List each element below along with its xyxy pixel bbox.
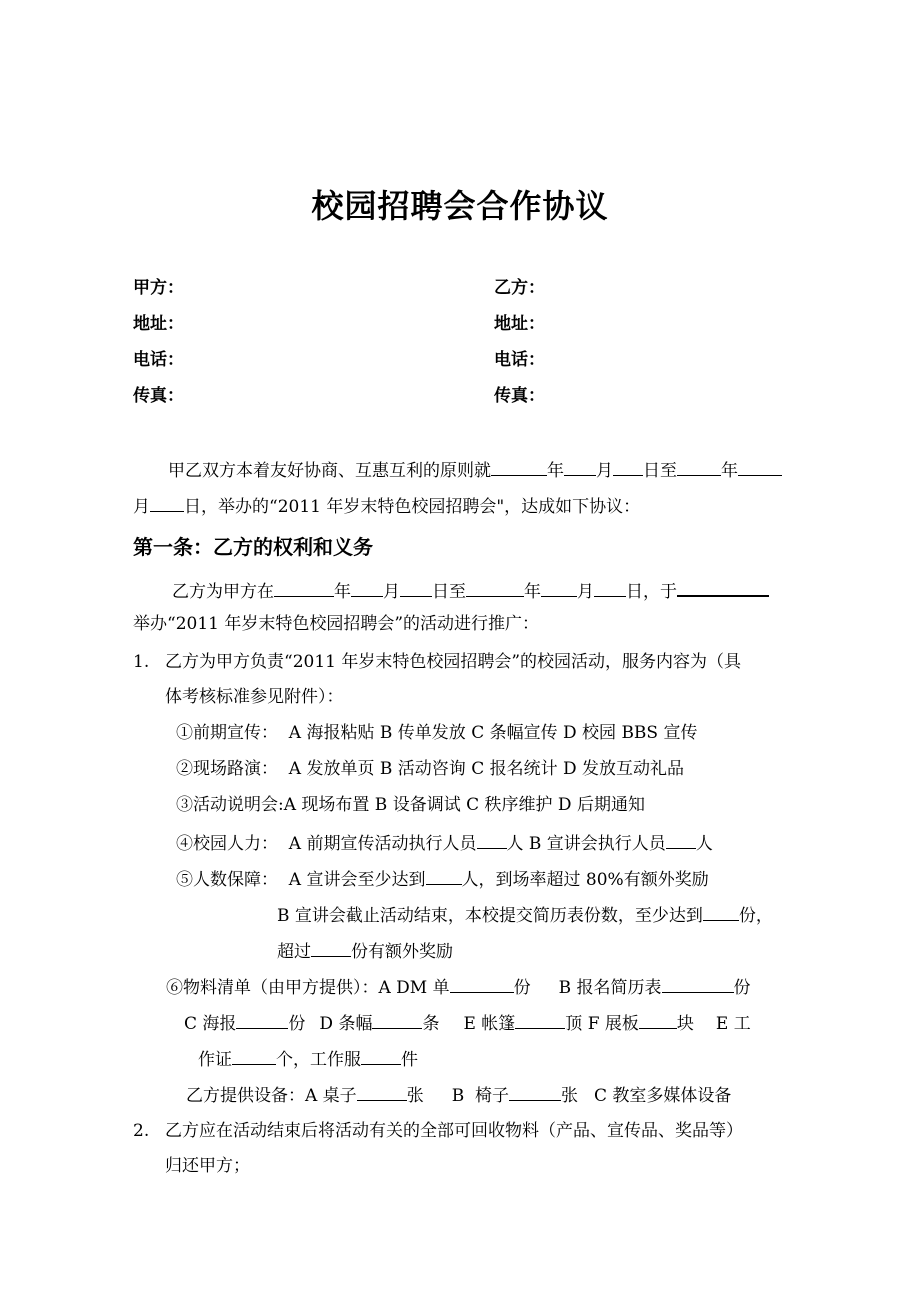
intro-line-2: 月 日，举办的“2011 年岁末特色校园招聘会"，达成如下协议：	[133, 497, 641, 517]
sub-item-6: ⑥物料清单（由甲方提供）：A DM 单 份 B 报名简历表 份	[166, 978, 751, 998]
sub-item-5-line-2: B 宣讲会截止活动结束，本校提交简历表份数，至少达到 份，	[277, 906, 773, 926]
item-2-number: 2.	[133, 1121, 150, 1141]
sub-item-2: ②现场路演： A 发放单页 B 活动咨询 C 报名统计 D 发放互动礼品	[176, 759, 685, 779]
party-a-phone-label: 电话：	[133, 350, 184, 370]
party-b-phone-label: 电话：	[494, 350, 545, 370]
sub-item-1: ①前期宣传： A 海报粘贴 B 传单发放 C 条幅宣传 D 校园 BBS 宣传	[176, 723, 698, 743]
equipment-line: 乙方提供设备：A 桌子 张 B 椅子 张 C 教室多媒体设备	[186, 1086, 732, 1106]
sub-item-3: ③活动说明会:A 现场布置 B 设备调试 C 秩序维护 D 后期通知	[176, 795, 645, 815]
item-2-line-1: 乙方应在活动结束后将活动有关的全部可回收物料（产品、宣传品、奖品等）	[165, 1121, 743, 1141]
item-2-line-2: 归还甲方；	[165, 1156, 250, 1176]
document-title: 校园招聘会合作协议	[311, 187, 609, 225]
sub-item-4: ④校园人力： A 前期宣传活动执行人员 人 B 宣讲会执行人员 人	[176, 834, 713, 854]
sub-item-6-line-2: C 海报 份 D 条幅 条 E 帐篷 顶 F 展板 块 E 工	[184, 1014, 751, 1034]
section-1-para-line-2: 举办“2011 年岁末特色校园招聘会”的活动进行推广：	[133, 614, 540, 634]
party-a-fax-label: 传真：	[133, 386, 184, 406]
item-1-line-1: 乙方为甲方负责“2011 年岁末特色校园招聘会”的校园活动，服务内容为（具	[165, 652, 742, 672]
sub-item-6-line-3: 作证 个，工作服 件	[198, 1050, 418, 1070]
sub-item-5: ⑤人数保障： A 宣讲会至少达到 人，到场率超过 80%有额外奖励	[176, 870, 709, 890]
party-b-address-label: 地址：	[494, 314, 545, 334]
section-1-heading: 第一条：乙方的权利和义务	[133, 535, 373, 559]
intro-line-1: 甲乙双方本着友好协商、互惠互利的原则就 年 月 日至 年	[168, 460, 782, 480]
item-1-number: 1.	[133, 652, 150, 672]
item-1-line-2: 体考核标准参见附件）：	[165, 687, 344, 707]
party-b-label: 乙方：	[494, 278, 545, 298]
party-a-label: 甲方：	[133, 278, 184, 298]
section-1-para-line-1: 乙方为甲方在 年 月 日至 年 月 日，于	[172, 580, 769, 601]
party-a-address-label: 地址：	[133, 314, 184, 334]
party-b-fax-label: 传真：	[494, 386, 545, 406]
sub-item-5-line-3: 超过 份有额外奖励	[277, 942, 453, 962]
